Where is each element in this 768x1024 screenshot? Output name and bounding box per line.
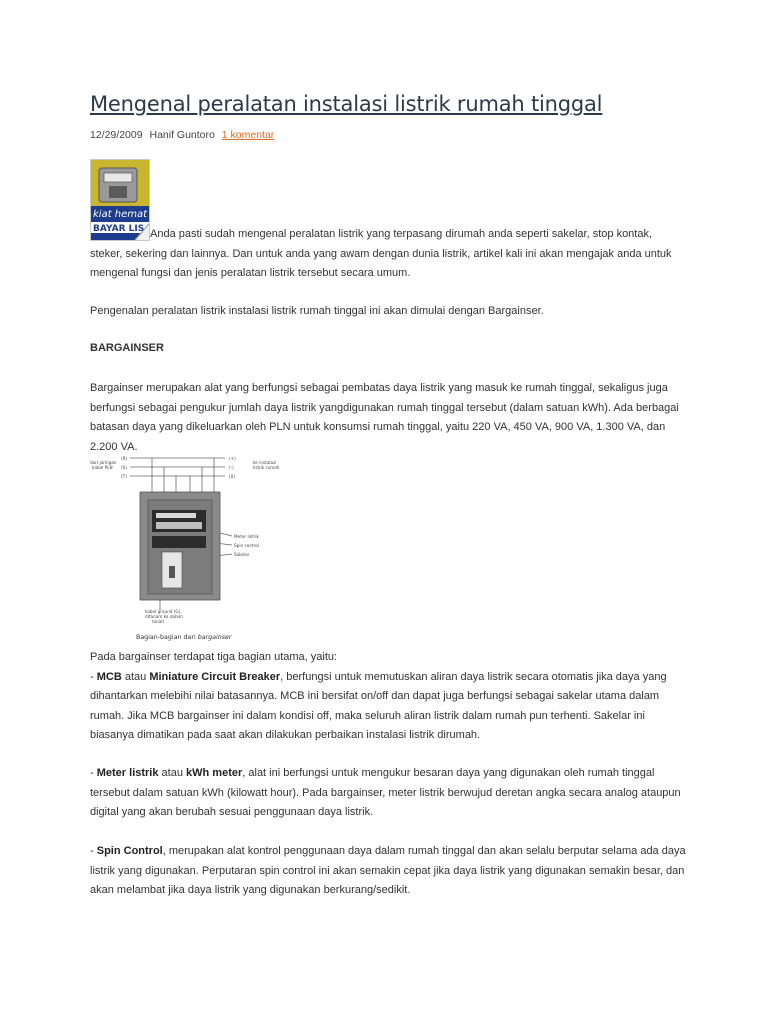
- thumbnail-caption-2: BAYAR LIS: [93, 224, 145, 234]
- meter-term-alt: kWh meter: [186, 767, 243, 779]
- diagram-term-t: (T): [121, 474, 127, 479]
- meter-atau: atau: [158, 767, 187, 779]
- paragraph-spin-control: [90, 842, 688, 901]
- diagram-ground-1: kabel ground (G),: [145, 609, 182, 614]
- diagram-label-in-1: dari jaringan: [90, 460, 117, 465]
- diagram-caption: Bagian-bagian dari bargainser: [136, 634, 232, 641]
- section-heading: BARGAINSER: [90, 342, 164, 354]
- meter-term: Meter listrik: [96, 767, 159, 779]
- bargainser-diagram[interactable]: [90, 450, 300, 646]
- diagram-out-s: (-): [229, 465, 234, 470]
- meter-dash: -: [90, 767, 97, 779]
- parts-lead: Pada bargainser terdapat tiga bagian utama, yaitu:: [90, 651, 338, 663]
- diagram-term-s: (S): [121, 465, 127, 470]
- paragraph-bargainser-intro: Pengenalan peralatan listrik instalasi listrik rumah tinggal ini akan dimulai dengan Bargainser.: [90, 305, 544, 317]
- diagram-label-sakelar: Sakelar: [234, 552, 250, 557]
- spin-term: Spin Control: [96, 845, 163, 857]
- paragraph-bargainser-definition: Bargainser merupakan alat yang berfungsi sebagai pembatas daya listrik yang masuk ke rumah tinggal, sekaligus juga berfungsi sebagai pengukur jumlah daya listrik yangdigunakan rumah tinggal tersebut (dalam satuan kWh). Ada berbagai batasan daya yang dikeluarkan oleh PLN untuk konsumsi rumah tinggal, yaitu 220 VA, 450 VA, 900 VA, 1.300 VA, dan 2.200 VA.: [90, 382, 679, 453]
- diagram-out-r: (+): [229, 456, 236, 461]
- comments-link[interactable]: 1 komentar: [221, 129, 275, 141]
- spin-text: , merupakan alat kontrol penggunaan daya dalam rumah tinggal dan akan selalu berputar selama ada daya listrik yang digunakan. Perputaran spin control ini akan semakin cepat jika daya listrik yang digunakan semakin besar, dan akan melambat jika daya listrik yang digunakan berkurang/sedikit.: [90, 845, 686, 896]
- diagram-out-t: (0): [229, 474, 235, 479]
- mcb-term: MCB: [96, 670, 122, 683]
- meter-text: , alat ini berfungsi untuk mengukur besaran daya yang digunakan oleh rumah tinggal tersebut dalam satuan kWh (kilowatt hour). Pada bargainser, meter listrik berwujud deretan angka secara analog ataupun digital yang akan berubah sesuai penggunaan daya listrik.: [90, 767, 681, 818]
- diagram-label-out-2: listrik rumah: [253, 465, 280, 470]
- diagram-ground-3: tanah: [152, 619, 165, 624]
- intro-text: Anda pasti sudah mengenal peralatan listrik yang terpasang dirumah anda seperti sakelar, stop kontak, steker, sekering dan lainnya. Dan untuk anda yang awam dengan dunia listrik, artikel kali ini akan mengajak anda untuk mengenal fungsi dan jenis peralatan listrik tersebut secara umum.: [90, 228, 672, 279]
- bargainser-diagram-svg: [90, 450, 300, 646]
- intro-paragraph: [90, 225, 680, 284]
- post-meta: [90, 129, 274, 141]
- diagram-label-spin: Spin control: [234, 543, 259, 548]
- post-author[interactable]: Hanif Guntoro: [149, 129, 215, 141]
- diagram-label-out-1: ke instalasi: [253, 460, 277, 465]
- mcb-term-full: Miniature Circuit Breaker: [149, 670, 281, 683]
- thumbnail-caption-1: kiat hemat: [93, 209, 148, 220]
- post-title[interactable]: Mengenal peralatan instalasi listrik rumah tinggal: [90, 92, 603, 116]
- mcb-dash: -: [90, 670, 97, 683]
- diagram-term-r: (R): [121, 456, 128, 461]
- spin-dash: -: [90, 845, 97, 857]
- post-date: 12/29/2009: [90, 129, 143, 141]
- paragraph-mcb: [90, 648, 688, 746]
- mcb-text: , berfungsi untuk memutuskan aliran daya listrik secara otomatis jika daya yang dihantarkan melebihi nilai batasannya. MCB ini bersifat on/off dan dapat juga berfungsi sebagai sakelar utama dalam rumah. Jika MCB bargainser ini dalam kondisi off, maka seluruh aliran listrik dalam rumah pun terhenti. Sakelar ini biasanya dimatikan pada saat akan dilakukan perbaikan instalasi listrik dirumah.: [90, 670, 667, 741]
- diagram-label-in-2: kabel PLN: [92, 465, 113, 470]
- diagram-label-meter: Meter listrik: [234, 534, 259, 539]
- paragraph-meter: [90, 764, 688, 823]
- diagram-ground-2: ditanam ke dalam: [145, 614, 183, 619]
- mcb-atau: atau: [121, 670, 150, 683]
